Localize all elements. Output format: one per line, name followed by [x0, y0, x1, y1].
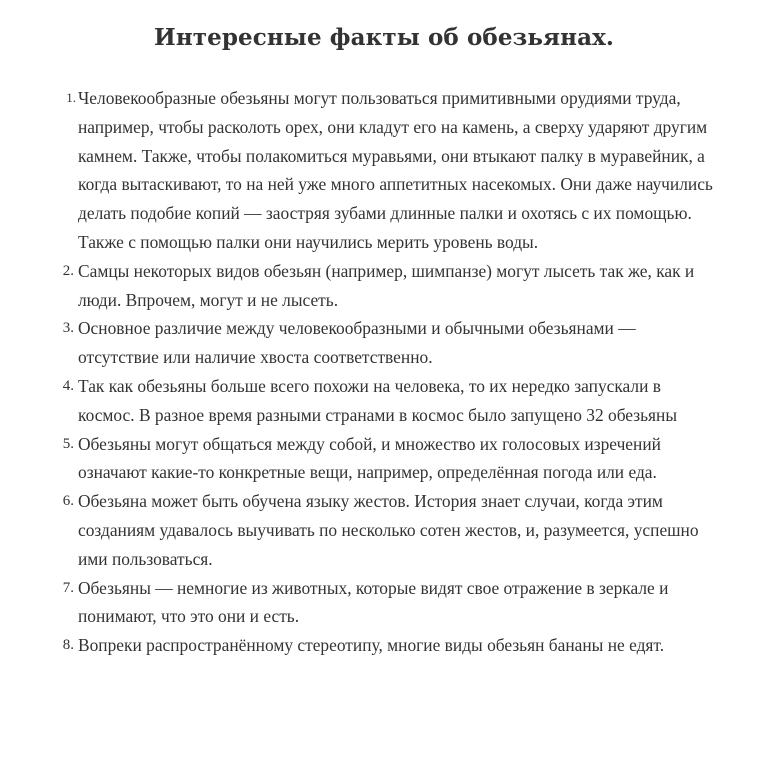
list-item-text: Вопреки распространённому стереотипу, многие виды обезьян бананы не едят. [78, 635, 665, 656]
list-item [62, 314, 718, 372]
list-item-number: 8. [62, 637, 74, 654]
list-item [62, 631, 718, 660]
list-item-text: Обезьяна может быть обучена языку жестов. История знает случаи, когда этим созданиям удавалось выучивать по несколько сотен жестов, и, разумеется, успешно ими пользоваться. [78, 491, 699, 569]
list-item-text: Самцы некоторых видов обезьян (например, шимпанзе) могут лысеть так же, как и люди. Впрочем, могут и не лысеть. [78, 260, 695, 310]
list-item-number: 1. [66, 90, 76, 105]
list-item-number: 3. [62, 320, 74, 337]
list-item [62, 372, 718, 430]
list-item-number: 6. [62, 493, 74, 510]
list-item-text: Обезьяны — немногие из животных, которые видят свое отражение в зеркале и понимают, что это они и есть. [78, 577, 669, 627]
list-item-text: Обезьяны могут общаться между собой, и множество их голосовых изречений означают какие-то конкретные вещи, например, определённая погода или еда. [78, 433, 661, 483]
facts-list [62, 84, 718, 660]
list-item [62, 574, 718, 632]
list-item [62, 257, 718, 315]
list-item-number: 7. [62, 579, 74, 596]
list-item-text: Человекообразные обезьяны могут пользоваться примитивными орудиями труда, например, чтобы расколоть орех, они кладут его на камень, а сверху ударяют другим камнем. Также, чтобы полакомиться муравьями, они втыкают палку в муравейник, а когда вытаскивают, то на ней уже много аппетитных насекомых. Они даже научились делать подобие копий — заостряя зубами длинные палки и охотясь с их помощью. Также с помощью палки они научились мерить уровень воды. [78, 88, 713, 252]
list-item-text: Так как обезьяны больше всего похожи на человека, то их нередко запускали в космос. В разное время разными странами в космос было запущено 32 обезьяны [78, 375, 678, 425]
list-item-number: 5. [62, 435, 74, 452]
list-item [62, 487, 718, 573]
list-item [62, 430, 718, 488]
list-item-number: 4. [62, 377, 74, 394]
article-title: Интересные факты об обезьянах. [153, 24, 614, 51]
list-item-text: Основное различие между человекообразными и обычными обезьянами — отсутствие или наличие хвоста соответственно. [78, 318, 636, 368]
list-item-number: 2. [62, 262, 74, 279]
list-item [66, 84, 718, 257]
